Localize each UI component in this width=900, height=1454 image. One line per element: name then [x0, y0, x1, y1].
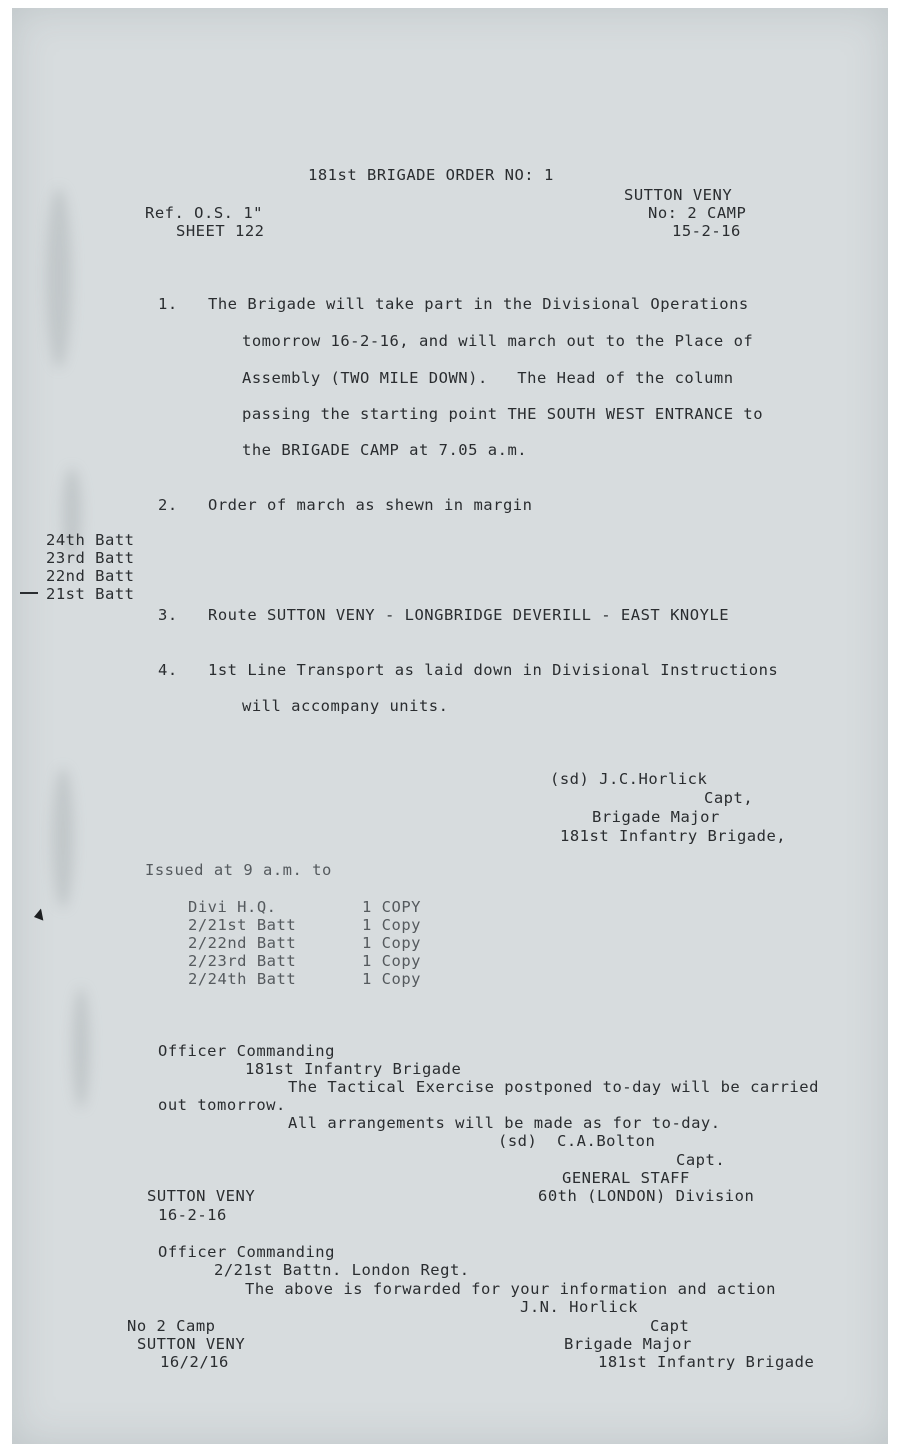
memo-2-signature-unit: 181st Infantry Brigade: [598, 1353, 815, 1371]
paragraph-2-text: Order of march as shewn in margin: [208, 496, 533, 514]
reference-line-1: Ref. O.S. 1": [145, 204, 263, 222]
paragraph-1-line: The Brigade will take part in the Divisional Operations: [208, 295, 749, 313]
margin-order-item: 21st Batt: [46, 585, 135, 603]
paragraph-4-number: 4.: [158, 661, 178, 679]
paragraph-1-line: Assembly (TWO MILE DOWN). The Head of the column: [242, 369, 734, 387]
distribution-copies: 1 Copy: [362, 952, 421, 970]
distribution-recipient: Divi H.Q.: [188, 898, 277, 916]
distribution-copies: 1 Copy: [362, 970, 421, 988]
margin-order-item: 22nd Batt: [46, 567, 135, 585]
paragraph-1-number: 1.: [158, 295, 178, 313]
paragraph-1-line: the BRIGADE CAMP at 7.05 a.m.: [242, 441, 528, 459]
distribution-recipient: 2/24th Batt: [188, 970, 297, 988]
memo-1-date: 16-2-16: [158, 1206, 227, 1224]
distribution-copies: 1 Copy: [362, 934, 421, 952]
paragraph-4-line: 1st Line Transport as laid down in Divisional Instructions: [208, 661, 779, 679]
memo-2-body: The above is forwarded for your information and action: [245, 1280, 776, 1298]
memo-2-signature-role: Brigade Major: [564, 1335, 692, 1353]
memo-1-body-line: The Tactical Exercise postponed to-day will be carried: [288, 1078, 819, 1096]
location-line-1: SUTTON VENY: [624, 186, 733, 204]
issued-line: Issued at 9 a.m. to: [145, 861, 332, 879]
distribution-recipient: 2/21st Batt: [188, 916, 297, 934]
distribution-copies: 1 Copy: [362, 916, 421, 934]
memo-1-to-line-1: Officer Commanding: [158, 1042, 335, 1060]
signature-1-rank: Capt,: [704, 789, 754, 807]
memo-2-to-line-2: 2/21st Battn. London Regt.: [214, 1261, 470, 1279]
memo-2-place-line-2: SUTTON VENY: [137, 1335, 246, 1353]
location-line-2: No: 2 CAMP: [648, 204, 747, 222]
signature-1-name: (sd) J.C.Horlick: [550, 770, 708, 788]
memo-1-body-line: out tomorrow.: [158, 1096, 286, 1114]
order-title: 181st BRIGADE ORDER NO: 1: [308, 166, 554, 184]
paragraph-3-text: Route SUTTON VENY - LONGBRIDGE DEVERILL - EAST KNOYLE: [208, 606, 730, 624]
margin-arrow-mark: [20, 592, 38, 594]
margin-order-item: 24th Batt: [46, 531, 135, 549]
document-sheet: [12, 8, 888, 1444]
memo-2-signature-rank: Capt: [650, 1317, 690, 1335]
memo-1-signature-name: (sd) C.A.Bolton: [498, 1132, 656, 1150]
paragraph-2-number: 2.: [158, 496, 178, 514]
memo-2-date: 16/2/16: [160, 1353, 229, 1371]
memo-1-signature-unit: 60th (LONDON) Division: [538, 1187, 755, 1205]
memo-1-body-line: All arrangements will be made as for to-day.: [288, 1114, 721, 1132]
distribution-copies: 1 COPY: [362, 898, 421, 916]
memo-1-signature-rank: Capt.: [676, 1151, 726, 1169]
paragraph-1-line: passing the starting point THE SOUTH WEST ENTRANCE to: [242, 405, 764, 423]
paragraph-3-number: 3.: [158, 606, 178, 624]
signature-1-unit: 181st Infantry Brigade,: [560, 827, 787, 845]
memo-1-place: SUTTON VENY: [147, 1187, 256, 1205]
location-date: 15-2-16: [672, 222, 741, 240]
paragraph-4-line: will accompany units.: [242, 697, 449, 715]
memo-2-place-line-1: No 2 Camp: [127, 1317, 216, 1335]
distribution-recipient: 2/22nd Batt: [188, 934, 297, 952]
margin-order-item: 23rd Batt: [46, 549, 135, 567]
memo-1-to-line-2: 181st Infantry Brigade: [245, 1060, 462, 1078]
memo-1-signature-role: GENERAL STAFF: [562, 1169, 690, 1187]
memo-2-to-line-1: Officer Commanding: [158, 1243, 335, 1261]
memo-2-signature-name: J.N. Horlick: [520, 1298, 638, 1316]
distribution-recipient: 2/23rd Batt: [188, 952, 297, 970]
signature-1-role: Brigade Major: [592, 808, 720, 826]
paragraph-1-line: tomorrow 16-2-16, and will march out to the Place of: [242, 332, 754, 350]
reference-line-2: SHEET 122: [176, 222, 265, 240]
